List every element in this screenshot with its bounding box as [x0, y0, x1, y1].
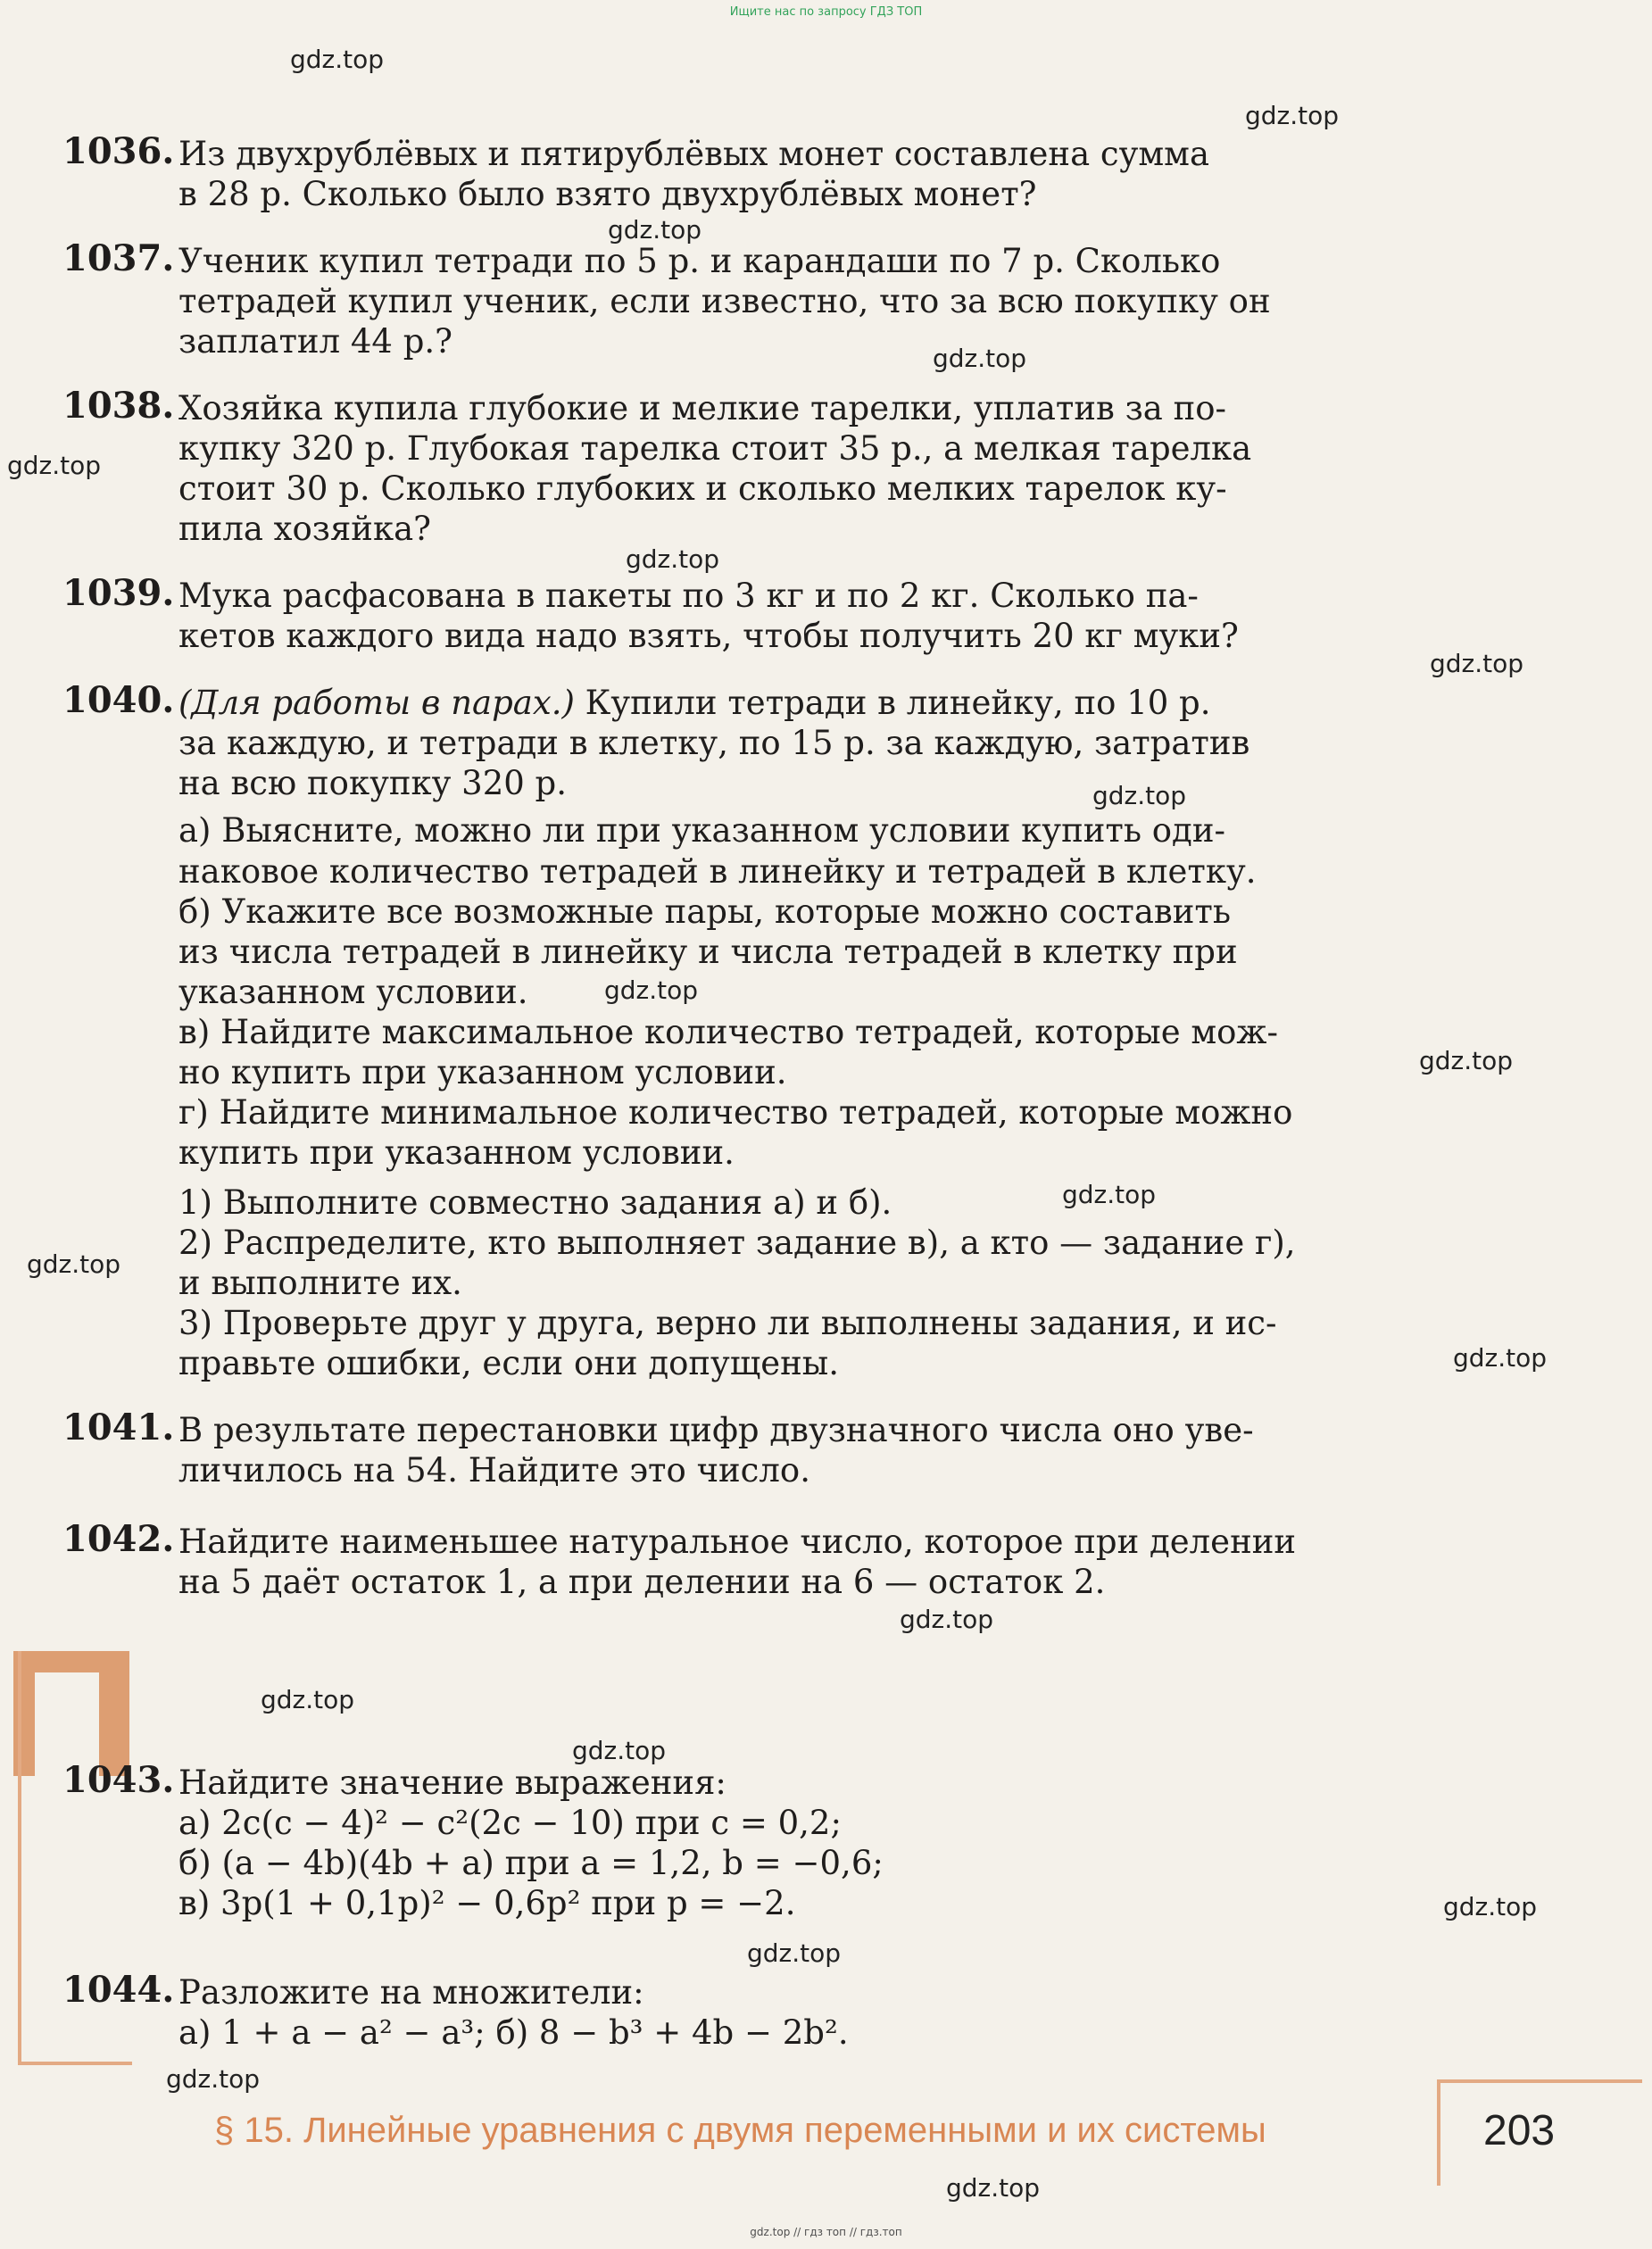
problem-text-line: заплатил 44 р.? [178, 322, 452, 361]
watermark-6: gdz.top [626, 544, 720, 574]
problem-text-line: Найдите наименьшее натуральное число, которое при делении [178, 1523, 1297, 1561]
problem-text-line: в 28 р. Сколько было взято двухрублёвых монет? [178, 175, 1037, 214]
problem-text-line: на всю покупку 320 р. [178, 764, 567, 803]
problem-text-line: а) 1 + a − a² − a³; б) 8 − b³ + 4b − 2b². [178, 2013, 849, 2053]
subitem-line: в) Найдите максимальное количество тетрадей, которые мож- [178, 1013, 1278, 1051]
page-number: 203 [1483, 2107, 1556, 2154]
subitem-line: указанном условии. [178, 972, 528, 1011]
problem-text-line: кетов каждого вида надо взять, чтобы получить 20 кг муки? [178, 617, 1239, 656]
watermark-13: gdz.top [1453, 1343, 1548, 1373]
problem-text-line: а) 2c(c − 4)² − c²(2c − 10) при c = 0,2; [178, 1804, 842, 1843]
problem-text-line: Мука расфасована в пакеты по 3 кг и по 2 кг. Сколько па- [178, 577, 1199, 615]
step-line: 3) Проверьте друг у друга, верно ли выполнены задания, и ис- [178, 1303, 1277, 1342]
problem-text-line: личилось на 54. Найдите это число. [178, 1451, 810, 1490]
watermark-17: gdz.top [1443, 1892, 1538, 1921]
watermark-4: gdz.top [933, 344, 1027, 373]
step-line: 1) Выполните совместно задания а) и б). [178, 1183, 892, 1222]
problem-1040 [62, 679, 1437, 1383]
problem-1037 [62, 237, 1437, 361]
problem-text-line: тетрадей купил ученик, если известно, что за всю покупку он [178, 282, 1271, 321]
problem-text-line: Разложите на множители: [178, 1973, 644, 2012]
step-line: и выполните их. [178, 1263, 462, 1302]
problem-text-line: Ученик купил тетради по 5 р. и карандаши по 7 р. Сколько [178, 242, 1221, 280]
problem-1038 [62, 385, 1437, 550]
watermark-15: gdz.top [261, 1685, 355, 1714]
watermark-14: gdz.top [900, 1605, 994, 1634]
watermark-2: gdz.top [1245, 101, 1340, 130]
problem-number: 1037. [62, 237, 175, 279]
top-watermark: Ищите нас по запросу ГДЗ ТОП [729, 5, 923, 19]
watermark-3: gdz.top [608, 215, 702, 245]
problem-text-fragment: Купили тетради в линейку, по 10 р. [574, 684, 1211, 722]
problem-1044 [62, 1969, 1437, 2053]
watermark-8: gdz.top [1092, 781, 1187, 810]
problem-text-line: В результате перестановки цифр двузначного числа оно уве- [178, 1411, 1254, 1449]
section-title: § 15. Линейные уравнения с двумя переменными и их системы [214, 2111, 1266, 2150]
problem-number: 1036. [62, 130, 175, 172]
bottom-watermark: gdz.top // гдз топ // гдз.топ [750, 2226, 902, 2238]
problem-number: 1041. [62, 1407, 175, 1448]
problem-number: 1040. [62, 679, 175, 721]
problem-text-line: Из двухрублёвых и пятирублёвых монет составлена сумма [178, 135, 1210, 173]
problem-number: 1039. [62, 572, 175, 614]
problem-text-line: б) (a − 4b)(4b + a) при a = 1,2, b = −0,6; [178, 1844, 884, 1883]
problem-1039 [62, 572, 1437, 656]
problem-1042 [62, 1518, 1437, 1602]
problem-number: 1043. [62, 1759, 175, 1801]
subitem-line: но купить при указанном условии. [178, 1053, 787, 1092]
problem-text-line: за каждую, и тетради в клетку, по 15 р. за каждую, затратив [178, 724, 1250, 763]
step-line: правьте ошибки, если они допущены. [178, 1344, 839, 1382]
problem-text-line: Найдите значение выражения: [178, 1764, 726, 1802]
page-number-tick [1633, 2079, 1642, 2083]
watermark-20: gdz.top [946, 2173, 1041, 2203]
watermark-19: gdz.top [166, 2064, 261, 2094]
watermark-5: gdz.top [7, 451, 102, 480]
problem-number: 1042. [62, 1518, 175, 1560]
pair-work-note: (Для работы в парах.) [178, 684, 575, 722]
problem-1036 [62, 130, 1437, 214]
problem-text-line [178, 683, 1437, 723]
watermark-7: gdz.top [1430, 649, 1524, 678]
problem-number: 1038. [62, 385, 175, 427]
subitem-line: из числа тетрадей в линейку и числа тетрадей в клетку при [178, 932, 1238, 971]
subitem-line: г) Найдите минимальное количество тетрадей, которые можно [178, 1093, 1293, 1133]
watermark-18: gdz.top [747, 1938, 842, 1968]
problem-1041 [62, 1407, 1437, 1490]
watermark-10: gdz.top [1419, 1046, 1514, 1075]
subitem-line: наковое количество тетрадей в линейку и тетрадей в клетку. [178, 851, 1257, 891]
problem-text-line: в) 3p(1 + 0,1p)² − 0,6p² при p = −2. [178, 1884, 796, 1923]
problem-text-line: стоит 30 р. Сколько глубоких и сколько мелких тарелок ку- [178, 469, 1227, 509]
subitem-line: купить при указанном условии. [178, 1133, 735, 1173]
watermark-9: gdz.top [604, 975, 699, 1005]
problem-text-line: Хозяйка купила глубокие и мелкие тарелки, уплатив за по- [178, 389, 1227, 427]
problem-number: 1044. [62, 1969, 175, 2011]
watermark-12: gdz.top [27, 1249, 121, 1279]
watermark-16: gdz.top [572, 1736, 667, 1765]
subitem-line: а) Выясните, можно ли при указанном условии купить оди- [178, 811, 1225, 851]
problem-text-line: на 5 даёт остаток 1, а при делении на 6 — остаток 2. [178, 1563, 1106, 1602]
subitem-line: б) Укажите все возможные пары, которые можно составить [178, 892, 1232, 931]
watermark-1: gdz.top [290, 45, 385, 74]
step-line: 2) Распределите, кто выполняет задание в), а кто — задание г), [178, 1223, 1296, 1262]
problem-text-line: купку 320 р. Глубокая тарелка стоит 35 р., а мелкая тарелка [178, 429, 1252, 469]
problem-1043 [62, 1759, 1437, 1924]
watermark-11: gdz.top [1062, 1180, 1157, 1209]
problem-text-line: пила хозяйка? [178, 510, 431, 549]
